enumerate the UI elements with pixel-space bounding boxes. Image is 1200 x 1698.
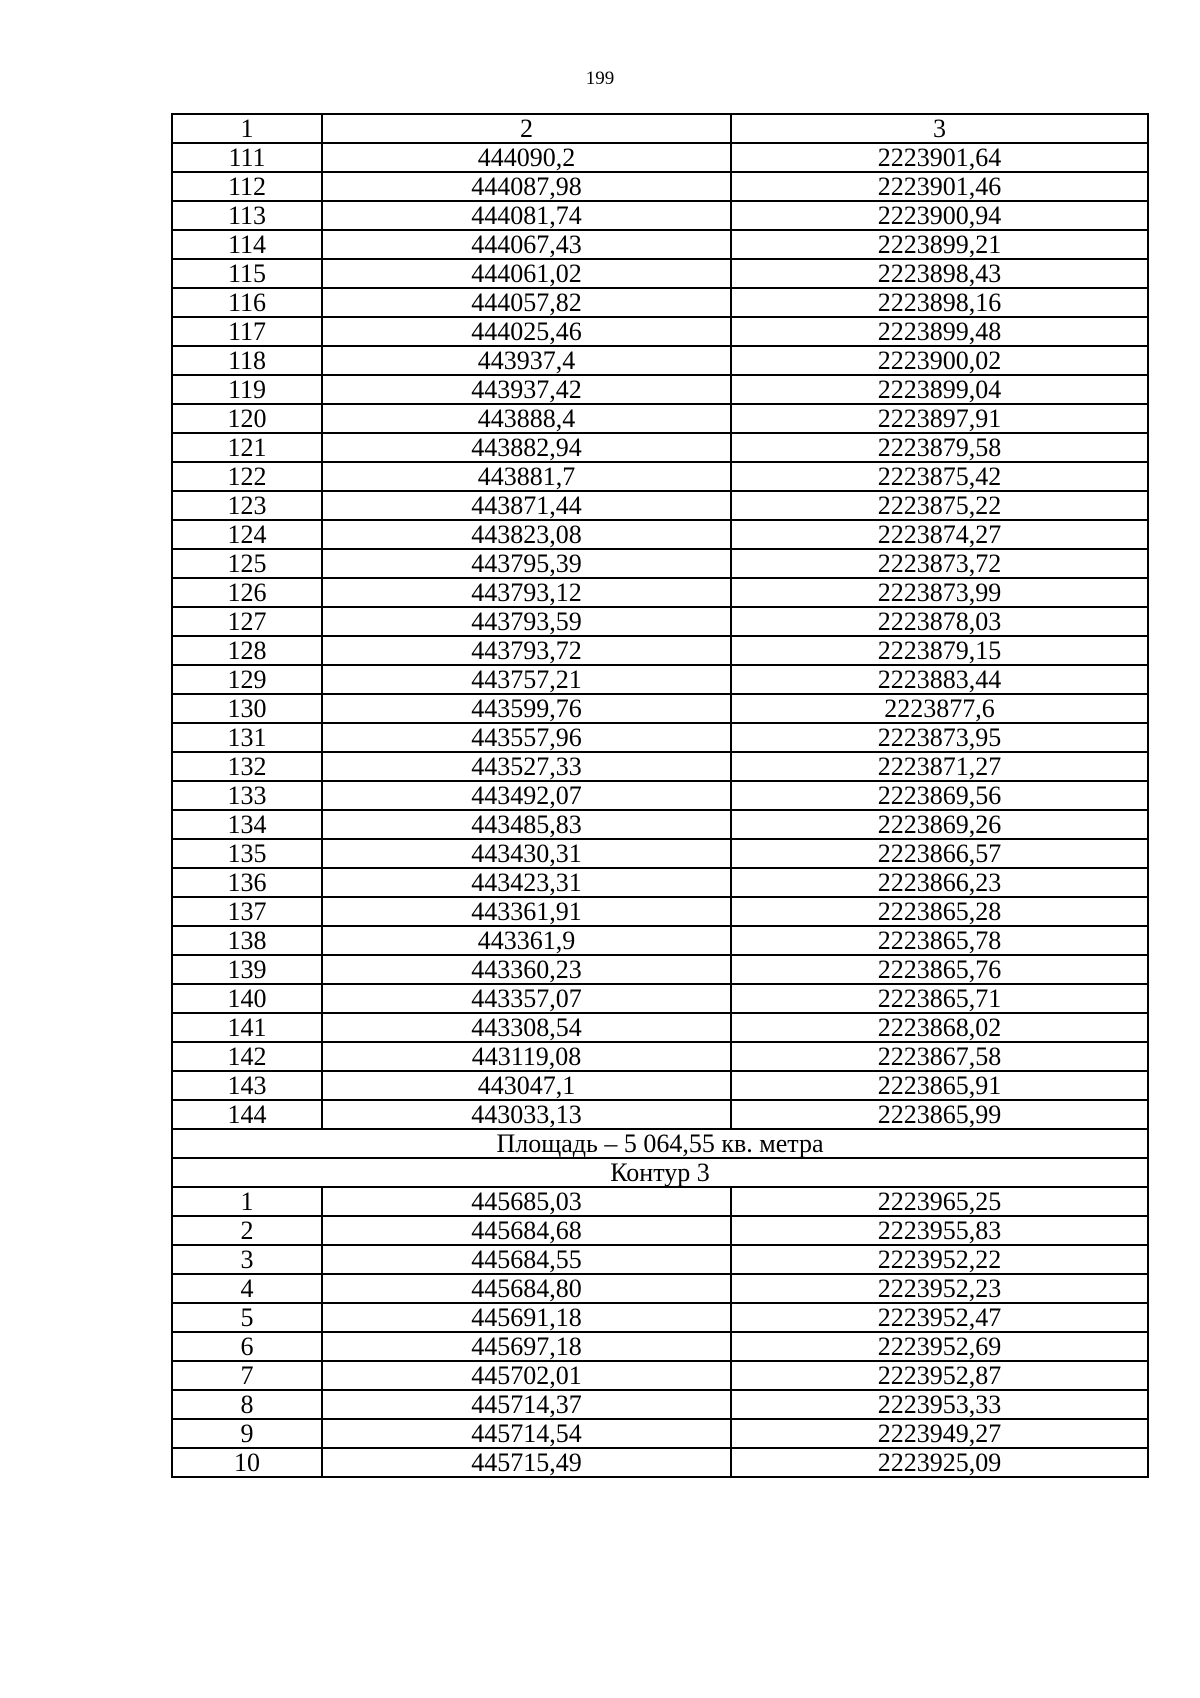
x-coordinate-cell: 443485,83 [322, 810, 731, 839]
point-number-cell: 8 [172, 1390, 322, 1419]
x-coordinate-cell: 445702,01 [322, 1361, 731, 1390]
table-row [172, 578, 1148, 607]
table-row [172, 1332, 1148, 1361]
y-coordinate-cell: 2223873,99 [731, 578, 1148, 607]
table-row [172, 1187, 1148, 1216]
point-number-cell: 112 [172, 172, 322, 201]
table-row [172, 1216, 1148, 1245]
table-header-row [172, 114, 1148, 143]
y-coordinate-cell: 2223873,72 [731, 549, 1148, 578]
table-row [172, 317, 1148, 346]
table-row [172, 288, 1148, 317]
x-coordinate-cell: 443888,4 [322, 404, 731, 433]
x-coordinate-cell: 445684,55 [322, 1245, 731, 1274]
table-row [172, 984, 1148, 1013]
table-row [172, 143, 1148, 172]
point-number-cell: 127 [172, 607, 322, 636]
table-row [172, 926, 1148, 955]
header-cell-2: 2 [322, 114, 731, 143]
point-number-cell: 137 [172, 897, 322, 926]
table-row [172, 1361, 1148, 1390]
y-coordinate-cell: 2223867,58 [731, 1042, 1148, 1071]
point-number-cell: 119 [172, 375, 322, 404]
point-number-cell: 9 [172, 1419, 322, 1448]
point-number-cell: 139 [172, 955, 322, 984]
y-coordinate-cell: 2223898,16 [731, 288, 1148, 317]
y-coordinate-cell: 2223952,23 [731, 1274, 1148, 1303]
x-coordinate-cell: 443823,08 [322, 520, 731, 549]
y-coordinate-cell: 2223925,09 [731, 1448, 1148, 1477]
table-row [172, 230, 1148, 259]
y-coordinate-cell: 2223865,76 [731, 955, 1148, 984]
x-coordinate-cell: 445685,03 [322, 1187, 731, 1216]
table-row [172, 375, 1148, 404]
x-coordinate-cell: 443793,12 [322, 578, 731, 607]
x-coordinate-cell: 443047,1 [322, 1071, 731, 1100]
point-number-cell: 123 [172, 491, 322, 520]
y-coordinate-cell: 2223873,95 [731, 723, 1148, 752]
point-number-cell: 4 [172, 1274, 322, 1303]
y-coordinate-cell: 2223875,42 [731, 462, 1148, 491]
table-row [172, 607, 1148, 636]
y-coordinate-cell: 2223868,02 [731, 1013, 1148, 1042]
x-coordinate-cell: 443430,31 [322, 839, 731, 868]
y-coordinate-cell: 2223883,44 [731, 665, 1148, 694]
point-number-cell: 132 [172, 752, 322, 781]
y-coordinate-cell: 2223952,69 [731, 1332, 1148, 1361]
point-number-cell: 131 [172, 723, 322, 752]
x-coordinate-cell: 444057,82 [322, 288, 731, 317]
x-coordinate-cell: 444061,02 [322, 259, 731, 288]
table-row [172, 520, 1148, 549]
table-row [172, 1042, 1148, 1071]
x-coordinate-cell: 443793,59 [322, 607, 731, 636]
table-row [172, 723, 1148, 752]
contour-label: Контур 3 [172, 1158, 1148, 1187]
y-coordinate-cell: 2223899,04 [731, 375, 1148, 404]
y-coordinate-cell: 2223897,91 [731, 404, 1148, 433]
y-coordinate-cell: 2223952,22 [731, 1245, 1148, 1274]
x-coordinate-cell: 444067,43 [322, 230, 731, 259]
x-coordinate-cell: 445715,49 [322, 1448, 731, 1477]
point-number-cell: 135 [172, 839, 322, 868]
x-coordinate-cell: 443360,23 [322, 955, 731, 984]
table-row [172, 636, 1148, 665]
y-coordinate-cell: 2223865,78 [731, 926, 1148, 955]
table-row [172, 1100, 1148, 1129]
x-coordinate-cell: 443557,96 [322, 723, 731, 752]
table-body [172, 114, 1148, 1477]
contour-label-row [172, 1158, 1148, 1187]
point-number-cell: 115 [172, 259, 322, 288]
table-row [172, 955, 1148, 984]
y-coordinate-cell: 2223865,91 [731, 1071, 1148, 1100]
point-number-cell: 128 [172, 636, 322, 665]
point-number-cell: 133 [172, 781, 322, 810]
header-cell-3: 3 [731, 114, 1148, 143]
x-coordinate-cell: 444025,46 [322, 317, 731, 346]
point-number-cell: 144 [172, 1100, 322, 1129]
table-row [172, 549, 1148, 578]
y-coordinate-cell: 2223879,58 [731, 433, 1148, 462]
header-cell-1: 1 [172, 114, 322, 143]
table-row [172, 752, 1148, 781]
y-coordinate-cell: 2223965,25 [731, 1187, 1148, 1216]
x-coordinate-cell: 443308,54 [322, 1013, 731, 1042]
table-row [172, 897, 1148, 926]
y-coordinate-cell: 2223865,28 [731, 897, 1148, 926]
point-number-cell: 1 [172, 1187, 322, 1216]
table-row [172, 462, 1148, 491]
x-coordinate-cell: 443423,31 [322, 868, 731, 897]
x-coordinate-cell: 443033,13 [322, 1100, 731, 1129]
point-number-cell: 129 [172, 665, 322, 694]
table-row [172, 781, 1148, 810]
point-number-cell: 136 [172, 868, 322, 897]
x-coordinate-cell: 443881,7 [322, 462, 731, 491]
y-coordinate-cell: 2223901,46 [731, 172, 1148, 201]
point-number-cell: 6 [172, 1332, 322, 1361]
area-label-row [172, 1129, 1148, 1158]
y-coordinate-cell: 2223952,47 [731, 1303, 1148, 1332]
y-coordinate-cell: 2223952,87 [731, 1361, 1148, 1390]
y-coordinate-cell: 2223899,21 [731, 230, 1148, 259]
table-row [172, 1448, 1148, 1477]
point-number-cell: 122 [172, 462, 322, 491]
y-coordinate-cell: 2223901,64 [731, 143, 1148, 172]
point-number-cell: 111 [172, 143, 322, 172]
x-coordinate-cell: 443882,94 [322, 433, 731, 462]
y-coordinate-cell: 2223879,15 [731, 636, 1148, 665]
table-row [172, 665, 1148, 694]
point-number-cell: 3 [172, 1245, 322, 1274]
table-row [172, 868, 1148, 897]
x-coordinate-cell: 445691,18 [322, 1303, 731, 1332]
x-coordinate-cell: 443937,4 [322, 346, 731, 375]
table-row [172, 1071, 1148, 1100]
point-number-cell: 7 [172, 1361, 322, 1390]
point-number-cell: 117 [172, 317, 322, 346]
y-coordinate-cell: 2223953,33 [731, 1390, 1148, 1419]
y-coordinate-cell: 2223866,57 [731, 839, 1148, 868]
x-coordinate-cell: 443795,39 [322, 549, 731, 578]
point-number-cell: 125 [172, 549, 322, 578]
point-number-cell: 134 [172, 810, 322, 839]
point-number-cell: 140 [172, 984, 322, 1013]
x-coordinate-cell: 443871,44 [322, 491, 731, 520]
x-coordinate-cell: 443361,9 [322, 926, 731, 955]
table-row [172, 433, 1148, 462]
x-coordinate-cell: 445684,68 [322, 1216, 731, 1245]
y-coordinate-cell: 2223900,02 [731, 346, 1148, 375]
y-coordinate-cell: 2223875,22 [731, 491, 1148, 520]
y-coordinate-cell: 2223877,6 [731, 694, 1148, 723]
y-coordinate-cell: 2223900,94 [731, 201, 1148, 230]
y-coordinate-cell: 2223878,03 [731, 607, 1148, 636]
y-coordinate-cell: 2223871,27 [731, 752, 1148, 781]
table-row [172, 810, 1148, 839]
table-row [172, 1419, 1148, 1448]
table-row [172, 201, 1148, 230]
point-number-cell: 121 [172, 433, 322, 462]
x-coordinate-cell: 443357,07 [322, 984, 731, 1013]
table-row [172, 1013, 1148, 1042]
table-row [172, 346, 1148, 375]
point-number-cell: 143 [172, 1071, 322, 1100]
x-coordinate-cell: 443527,33 [322, 752, 731, 781]
x-coordinate-cell: 444090,2 [322, 143, 731, 172]
y-coordinate-cell: 2223898,43 [731, 259, 1148, 288]
coordinates-table [171, 113, 1149, 1478]
y-coordinate-cell: 2223865,71 [731, 984, 1148, 1013]
y-coordinate-cell: 2223869,26 [731, 810, 1148, 839]
y-coordinate-cell: 2223866,23 [731, 868, 1148, 897]
point-number-cell: 124 [172, 520, 322, 549]
y-coordinate-cell: 2223955,83 [731, 1216, 1148, 1245]
table-row [172, 1303, 1148, 1332]
point-number-cell: 116 [172, 288, 322, 317]
table-row [172, 1274, 1148, 1303]
point-number-cell: 120 [172, 404, 322, 433]
y-coordinate-cell: 2223899,48 [731, 317, 1148, 346]
y-coordinate-cell: 2223949,27 [731, 1419, 1148, 1448]
x-coordinate-cell: 445697,18 [322, 1332, 731, 1361]
table-row [172, 259, 1148, 288]
point-number-cell: 142 [172, 1042, 322, 1071]
table-row [172, 694, 1148, 723]
x-coordinate-cell: 443757,21 [322, 665, 731, 694]
point-number-cell: 130 [172, 694, 322, 723]
table-row [172, 1245, 1148, 1274]
x-coordinate-cell: 443599,76 [322, 694, 731, 723]
table-row [172, 1390, 1148, 1419]
y-coordinate-cell: 2223869,56 [731, 781, 1148, 810]
point-number-cell: 141 [172, 1013, 322, 1042]
x-coordinate-cell: 445714,54 [322, 1419, 731, 1448]
x-coordinate-cell: 443361,91 [322, 897, 731, 926]
point-number-cell: 118 [172, 346, 322, 375]
point-number-cell: 113 [172, 201, 322, 230]
table-row [172, 404, 1148, 433]
y-coordinate-cell: 2223865,99 [731, 1100, 1148, 1129]
x-coordinate-cell: 443793,72 [322, 636, 731, 665]
area-label: Площадь – 5 064,55 кв. метра [172, 1129, 1148, 1158]
x-coordinate-cell: 443119,08 [322, 1042, 731, 1071]
table-row [172, 839, 1148, 868]
point-number-cell: 126 [172, 578, 322, 607]
x-coordinate-cell: 445714,37 [322, 1390, 731, 1419]
x-coordinate-cell: 443492,07 [322, 781, 731, 810]
x-coordinate-cell: 443937,42 [322, 375, 731, 404]
x-coordinate-cell: 444087,98 [322, 172, 731, 201]
page-number: 199 [585, 68, 615, 89]
point-number-cell: 2 [172, 1216, 322, 1245]
point-number-cell: 138 [172, 926, 322, 955]
x-coordinate-cell: 444081,74 [322, 201, 731, 230]
point-number-cell: 114 [172, 230, 322, 259]
point-number-cell: 10 [172, 1448, 322, 1477]
table-row [172, 172, 1148, 201]
point-number-cell: 5 [172, 1303, 322, 1332]
table-row [172, 491, 1148, 520]
y-coordinate-cell: 2223874,27 [731, 520, 1148, 549]
x-coordinate-cell: 445684,80 [322, 1274, 731, 1303]
